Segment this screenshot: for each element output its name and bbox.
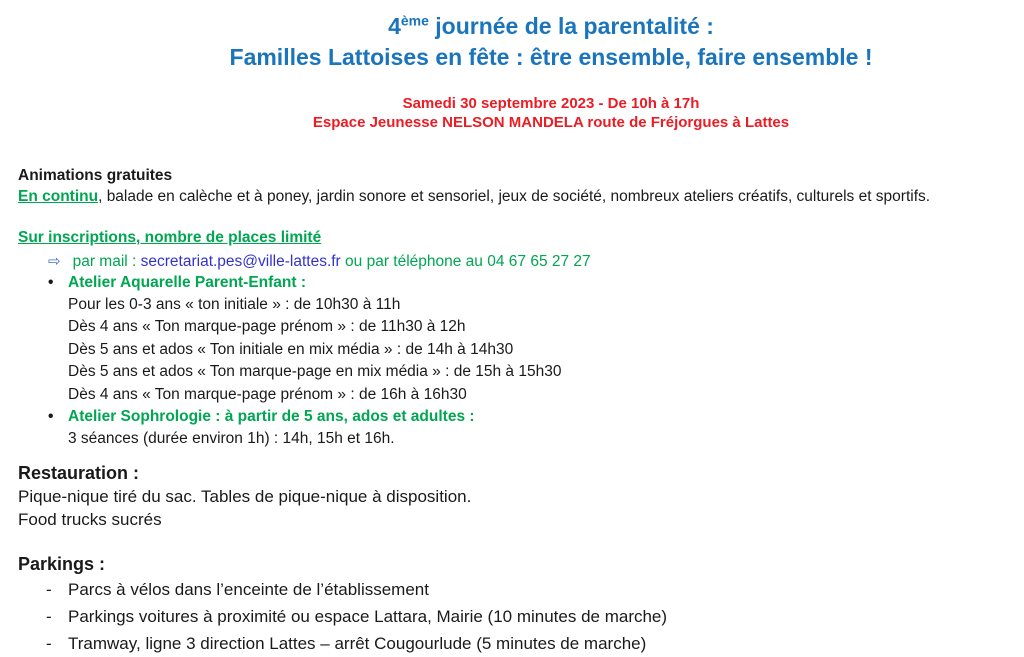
flyer-header <box>0 0 1024 132</box>
restauration-heading: Restauration : <box>18 463 140 484</box>
sophrologie-schedule-line: 3 séances (durée environ 1h) : 14h, 15h et 16h. <box>68 430 395 448</box>
event-date: Samedi 30 septembre 2023 - De 10h à 17h <box>402 95 700 112</box>
animations-continuous-line <box>18 186 1002 207</box>
restauration-line2: Food trucks sucrés <box>18 510 162 530</box>
animations-heading: Animations gratuites <box>18 167 173 184</box>
title-number: 4 <box>388 13 401 39</box>
contact-line <box>18 251 1002 272</box>
title-line1 <box>388 13 714 39</box>
parking-item: - Parkings voitures à proximité ou espace Lattara, Mairie (10 minutes de marche) <box>18 603 1002 630</box>
contact-prefix: par mail : <box>72 253 141 270</box>
parkings-heading: Parkings : <box>18 554 106 575</box>
contact-suffix: ou par téléphone au 04 67 65 27 27 <box>340 253 591 270</box>
title-superscript: ème <box>400 12 429 29</box>
email-link[interactable]: secretariat.pes@ville-lattes.fr <box>140 253 341 270</box>
continuous-label: En continu <box>18 188 99 205</box>
restauration-section <box>18 461 1002 531</box>
continuous-text: , balade en calèche et à poney, jardin sonore et sensoriel, jeux de société, nombreux ateliers créatifs, culturels et sportifs. <box>98 188 931 205</box>
restauration-line1: Pique-nique tiré du sac. Tables de pique-nique à disposition. <box>18 487 472 507</box>
aquarelle-schedule-line: Dès 4 ans « Ton marque-page prénom » : de 16h à 16h30 <box>68 385 467 403</box>
aquarelle-schedule-line: Pour les 0-3 ans « ton initiale » : de 10h30 à 11h <box>68 296 401 313</box>
workshop-aquarelle-title: • Atelier Aquarelle Parent-Enfant : <box>18 272 1002 294</box>
aquarelle-schedule-line: Dès 4 ans « Ton marque-page prénom » : de 11h30 à 12h <box>68 318 466 336</box>
inscriptions-heading: Sur inscriptions, nombre de places limité <box>18 229 322 246</box>
parkings-list <box>18 576 1002 657</box>
workshop-list <box>18 272 1002 450</box>
animations-section <box>18 165 1002 207</box>
title-line1-text: journée de la parentalité : <box>428 13 714 39</box>
event-location: Espace Jeunesse NELSON MANDELA route de Fréjorgues à Lattes <box>312 114 790 131</box>
flyer-content <box>0 165 1024 657</box>
title-line2: Familles Lattoises en fête : être ensemble, faire ensemble ! <box>229 44 873 70</box>
aquarelle-schedule-line: Dès 5 ans et ados « Ton marque-page en mix média » : de 15h à 15h30 <box>68 363 562 381</box>
aquarelle-schedule-line: Dès 5 ans et ados « Ton initiale en mix média » : de 14h à 14h30 <box>68 340 514 358</box>
parking-item: - Parcs à vélos dans l’enceinte de l’établissement <box>18 576 1002 603</box>
parkings-section <box>18 552 1002 657</box>
workshop-sophrologie-title: • Atelier Sophrologie : à partir de 5 ans, ados et adultes : <box>18 406 1002 428</box>
right-arrow-icon: ⇨ <box>48 253 61 270</box>
event-date-location <box>78 94 1024 132</box>
inscriptions-section <box>18 227 1002 450</box>
parking-item: - Tramway, ligne 3 direction Lattes – arrêt Cougourlude (5 minutes de marche) <box>18 630 1002 657</box>
page-title <box>78 11 1024 73</box>
